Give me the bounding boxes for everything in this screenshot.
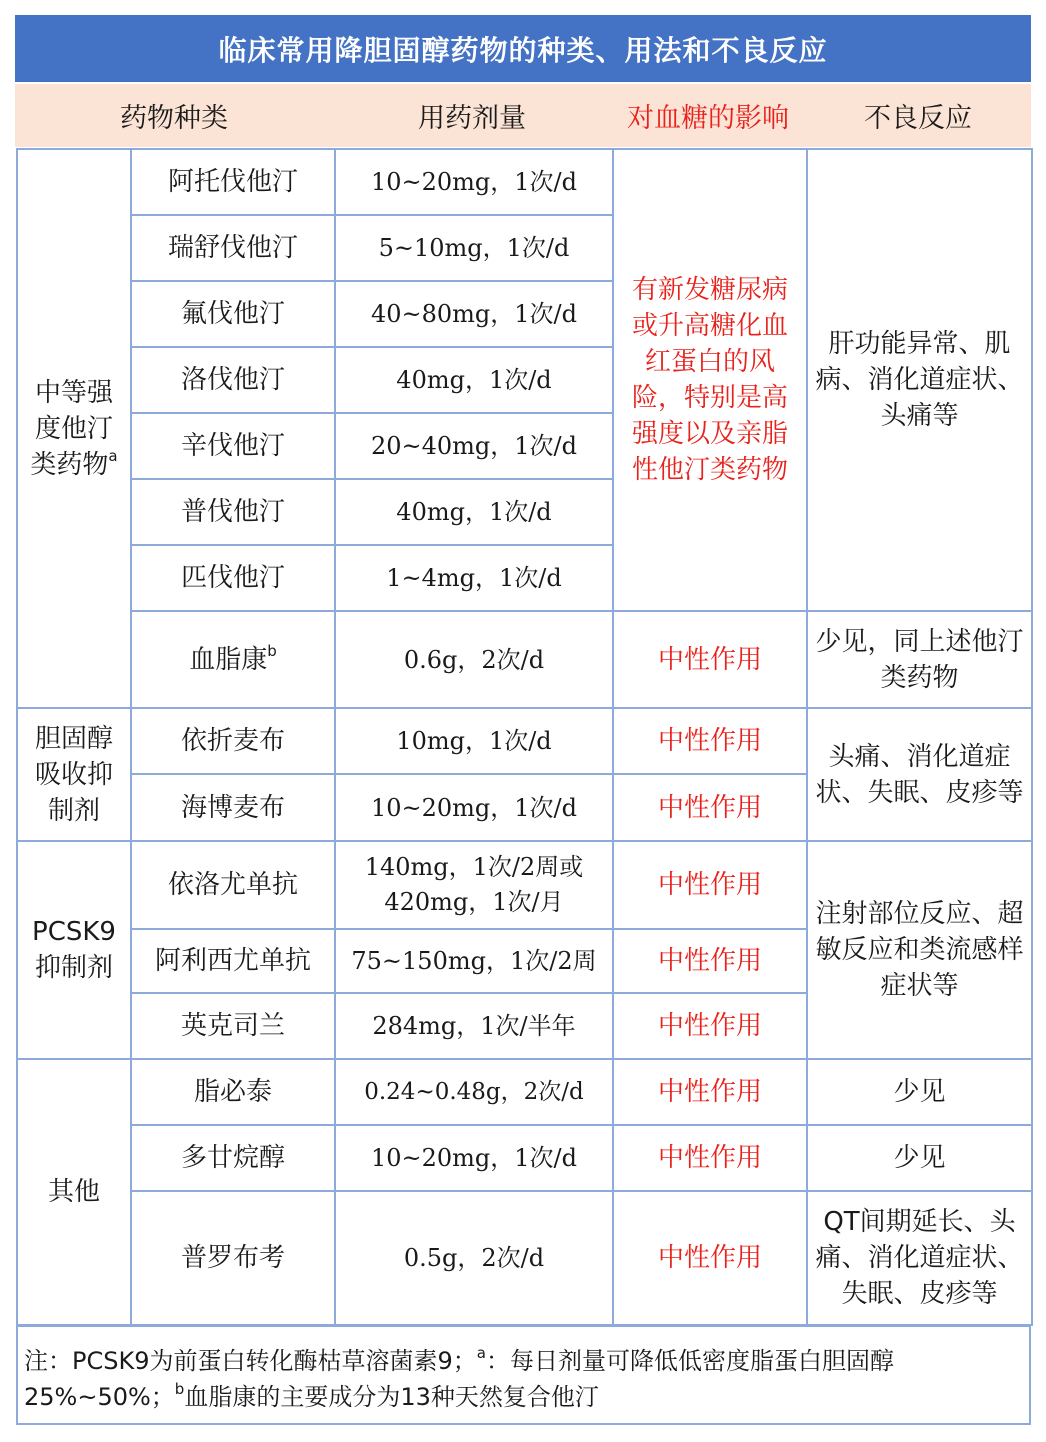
drug-dose: 0.6g，2次/d <box>335 611 613 708</box>
drug-name: 脂必泰 <box>131 1059 335 1125</box>
adverse-rare: 少见 <box>807 1125 1032 1191</box>
drug-name: 海博麦布 <box>131 774 335 841</box>
drug-dose: 10mg，1次/d <box>335 708 613 774</box>
drug-name: 依折麦布 <box>131 708 335 774</box>
header-glucose-effect: 对血糖的影响 <box>627 103 789 134</box>
adverse-absorption: 头痛、消化道症状、失眠、皮疹等 <box>807 708 1032 841</box>
drug-name: 普罗布考 <box>131 1191 335 1325</box>
group-statin: 中等强度他汀类药物$^a$ <box>17 149 131 708</box>
glucose-effect: 中性作用 <box>613 1125 807 1191</box>
header-drug-category: 药物种类 <box>120 103 228 134</box>
drug-dose: 140mg，1次/2周或420mg，1次/月 <box>335 841 613 929</box>
group-pcsk9: PCSK9抑制剂 <box>17 841 131 1059</box>
drug-dose: 75~150mg，1次/2周 <box>335 929 613 993</box>
page-title: 临床常用降胆固醇药物的种类、用法和不良反应 <box>15 15 1031 82</box>
drug-name: 普伐他汀 <box>131 479 335 545</box>
glucose-effect: 中性作用 <box>613 611 807 708</box>
drug-name: 阿利西尤单抗 <box>131 929 335 993</box>
drug-dose: 40mg，1次/d <box>335 479 613 545</box>
header-adverse-reactions: 不良反应 <box>864 103 972 134</box>
glucose-effect: 中性作用 <box>613 774 807 841</box>
drug-dose: 284mg，1次/半年 <box>335 993 613 1059</box>
footnote: 注：PCSK9为前蛋白转化酶枯草溶菌素9；$^a$：每日剂量可降低低密度脂蛋白胆固醇25%~50%；$^b$血脂康的主要成分为13种天然复合他汀 <box>16 1325 1031 1425</box>
table-row <box>17 841 1032 929</box>
drug-name: 多廿烷醇 <box>131 1125 335 1191</box>
drug-name: 辛伐他汀 <box>131 413 335 479</box>
drug-name: 氟伐他汀 <box>131 281 335 347</box>
header-dosage: 用药剂量 <box>418 103 526 134</box>
glucose-effect: 中性作用 <box>613 993 807 1059</box>
drug-name: 洛伐他汀 <box>131 347 335 413</box>
adverse-xuezhikang: 少见，同上述他汀类药物 <box>807 611 1032 708</box>
table-row <box>17 1059 1032 1125</box>
drug-dose: 10~20mg，1次/d <box>335 1125 613 1191</box>
glucose-effect: 中性作用 <box>613 841 807 929</box>
glucose-effect: 中性作用 <box>613 708 807 774</box>
table-row <box>17 1191 1032 1325</box>
glucose-effect-statin: 有新发糖尿病或升高糖化血红蛋白的风险，特别是高强度以及亲脂性他汀类药物 <box>613 149 807 611</box>
drug-table <box>16 148 1033 1326</box>
adverse-rare: 少见 <box>807 1059 1032 1125</box>
drug-dose: 0.5g，2次/d <box>335 1191 613 1325</box>
table-header <box>15 84 1031 147</box>
drug-name: 瑞舒伐他汀 <box>131 215 335 281</box>
drug-dose: 1~4mg，1次/d <box>335 545 613 611</box>
drug-name: 依洛尤单抗 <box>131 841 335 929</box>
drug-dose: 40~80mg，1次/d <box>335 281 613 347</box>
drug-name: 英克司兰 <box>131 993 335 1059</box>
adverse-pcsk9: 注射部位反应、超敏反应和类流感样症状等 <box>807 841 1032 1059</box>
drug-dose: 10~20mg，1次/d <box>335 774 613 841</box>
table-row <box>17 149 1032 215</box>
drug-name: 血脂康$^b$ <box>131 611 335 708</box>
table-row <box>17 611 1032 708</box>
drug-dose: 10~20mg，1次/d <box>335 149 613 215</box>
table-row <box>17 708 1032 774</box>
table-row <box>17 1125 1032 1191</box>
group-absorption: 胆固醇吸收抑制剂 <box>17 708 131 841</box>
glucose-effect: 中性作用 <box>613 929 807 993</box>
drug-dose: 0.24~0.48g，2次/d <box>335 1059 613 1125</box>
drug-dose: 20~40mg，1次/d <box>335 413 613 479</box>
adverse-probucol: QT间期延长、头痛、消化道症状、失眠、皮疹等 <box>807 1191 1032 1325</box>
drug-dose: 40mg，1次/d <box>335 347 613 413</box>
glucose-effect: 中性作用 <box>613 1191 807 1325</box>
drug-name: 阿托伐他汀 <box>131 149 335 215</box>
drug-name: 匹伐他汀 <box>131 545 335 611</box>
adverse-statin: 肝功能异常、肌病、消化道症状、头痛等 <box>807 149 1032 611</box>
group-other: 其他 <box>17 1059 131 1325</box>
glucose-effect: 中性作用 <box>613 1059 807 1125</box>
drug-dose: 5~10mg，1次/d <box>335 215 613 281</box>
